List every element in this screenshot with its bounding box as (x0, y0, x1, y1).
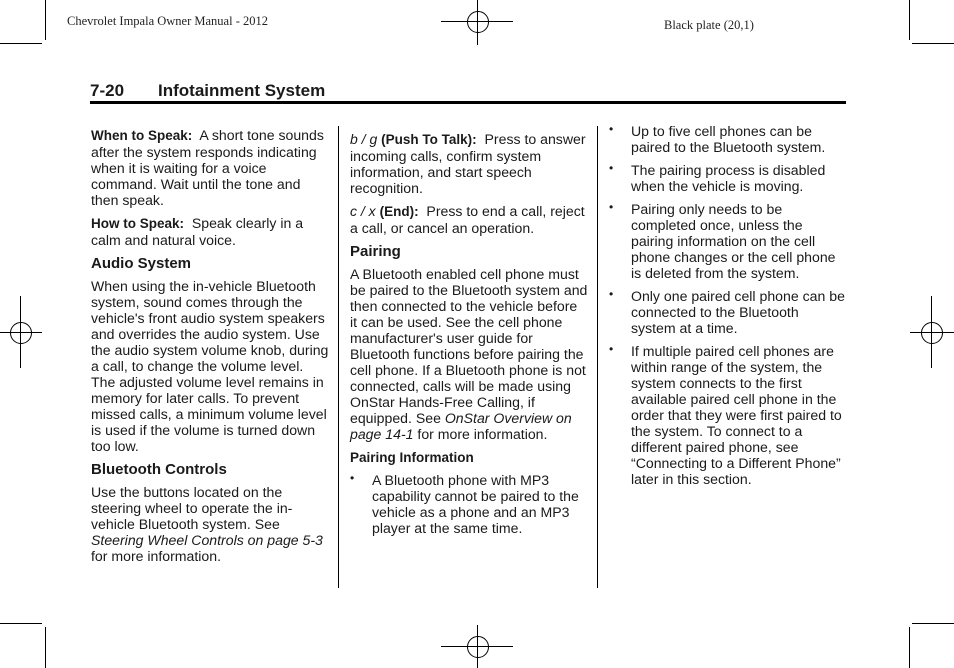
pairing-information-list (350, 472, 588, 536)
list-item-text: Up to five cell phones can be paired to the Bluetooth system. (631, 123, 826, 155)
bullet-icon: • (609, 342, 614, 356)
push-to-talk-label: (Push To Talk): (381, 132, 477, 147)
how-to-speak-paragraph (91, 215, 329, 248)
push-to-talk-icon: b / g (350, 131, 378, 147)
bluetooth-controls-heading: Bluetooth Controls (91, 461, 227, 478)
push-to-talk-text: Press to answer incoming calls, confirm system information, and start speech recognition. (350, 131, 586, 196)
pairing-text: A Bluetooth enabled cell phone must be paired to the Bluetooth system and then connected to the vehicle before it can be used. See the cell phone manufacturer's user guide for Bluetooth functions before pairing the cell phone. If a Bluetooth phone is not connected, calls will be made using OnStar Hands-Free Calling, if equipped. See (350, 266, 588, 426)
column-divider-1 (338, 126, 339, 588)
list-item (609, 162, 847, 194)
when-to-speak-text: A short tone sounds after the system responds indicating when it is waiting for a voice command. Wait until the tone and then speak. (91, 127, 324, 208)
header-rule (90, 101, 846, 104)
pairing-heading: Pairing (350, 243, 401, 260)
registration-mark-bottom (441, 625, 513, 668)
bullet-icon: • (609, 122, 614, 136)
list-item (609, 288, 847, 336)
section-title: Infotainment System (158, 81, 326, 100)
push-to-talk-paragraph (350, 131, 588, 196)
list-item-text: Pairing only needs to be completed once, unless the pairing information on the cell phone changes or the cell phone is deleted from the system. (631, 201, 836, 281)
steering-wheel-controls-link[interactable]: Steering Wheel Controls on page 5-3 (91, 532, 323, 548)
when-to-speak-paragraph (91, 127, 329, 208)
bullet-icon: • (609, 287, 614, 301)
how-to-speak-label: How to Speak: (91, 216, 185, 231)
audio-system-text: When using the in-vehicle Bluetooth system, sound comes through the vehicle's front audio system speakers and overrides the audio system. Use the audio system volume knob, during a call, to change the volume level. The adjusted volume level remains in memory for later calls. To prevent missed calls, a minimum volume level is used if the volume is turned down too low. (91, 278, 329, 454)
when-to-speak-label: When to Speak: (91, 128, 193, 143)
column-3 (609, 123, 847, 494)
list-item-text: The pairing process is disabled when the vehicle is moving. (631, 162, 826, 194)
end-text: Press to end a call, reject a call, or cancel an operation. (350, 203, 585, 236)
column-1 (91, 127, 329, 571)
list-item (609, 123, 847, 155)
end-label: (End): (379, 204, 419, 219)
bluetooth-controls-paragraph (91, 484, 329, 564)
list-item (350, 472, 588, 536)
bluetooth-controls-text: Use the buttons located on the steering wheel to operate the in-vehicle Bluetooth system. See (91, 484, 293, 532)
list-item-text: If multiple paired cell phones are within range of the system, the system connects to the first available paired cell phone in the order that they were first paired to the system. To connect to a different paired phone, see “Connecting to a Different Phone” later in this section. (631, 343, 842, 487)
onstar-overview-link[interactable]: OnStar Overview on page 14-1 (350, 410, 572, 442)
plate-label: Black plate (20,1) (664, 18, 754, 32)
manual-title: Chevrolet Impala Owner Manual - 2012 (67, 14, 268, 28)
registration-mark-top (441, 0, 513, 45)
pairing-information-heading: Pairing Information (350, 450, 474, 465)
bullet-icon: • (609, 161, 614, 175)
pairing-tail: for more information. (417, 426, 548, 442)
list-item-text: A Bluetooth phone with MP3 capability cannot be paired to the vehicle as a phone and an MP3 player at the same time. (372, 472, 579, 536)
bullet-icon: • (609, 200, 614, 214)
registration-mark-right (910, 296, 954, 368)
end-paragraph (350, 203, 588, 236)
list-item (609, 343, 847, 487)
audio-system-heading: Audio System (91, 255, 192, 272)
page-number: 7-20 (90, 81, 125, 100)
list-item-text: Only one paired cell phone can be connected to the Bluetooth system at a time. (631, 288, 845, 336)
pairing-notes-list (609, 123, 847, 487)
column-2 (350, 131, 588, 543)
column-divider-2 (597, 126, 598, 588)
bullet-icon: • (350, 471, 355, 485)
end-call-icon: c / x (350, 203, 376, 219)
how-to-speak-text: Speak clearly in a calm and natural voice. (91, 215, 304, 248)
pairing-paragraph (350, 266, 588, 442)
bluetooth-controls-tail: for more information. (91, 548, 222, 564)
registration-mark-left (0, 296, 42, 368)
list-item (609, 201, 847, 281)
